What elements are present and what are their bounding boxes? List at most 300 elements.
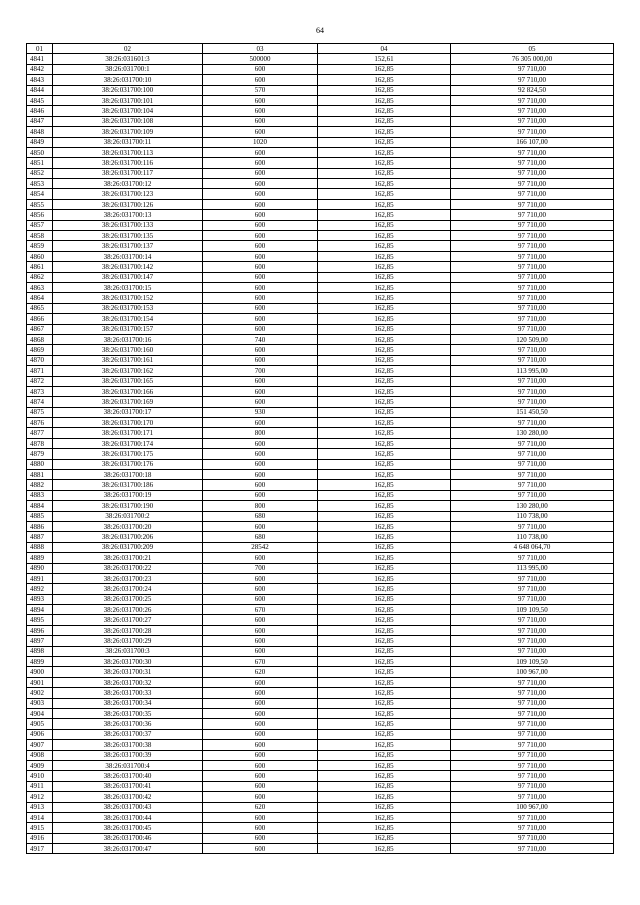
specific-value-cell: 162,85 (318, 667, 451, 677)
cadastral-value-cell: 97 710,00 (451, 262, 614, 272)
table-row (27, 199, 614, 209)
table-row (27, 386, 614, 396)
row-number-cell: 4853 (27, 179, 53, 189)
row-number-cell: 4850 (27, 147, 53, 157)
cadastral-value-cell: 97 710,00 (451, 397, 614, 407)
row-number-cell: 4878 (27, 438, 53, 448)
row-number-cell: 4888 (27, 542, 53, 552)
cadastral-value-cell: 97 710,00 (451, 677, 614, 687)
area-cell: 600 (203, 75, 318, 85)
specific-value-cell: 162,85 (318, 480, 451, 490)
specific-value-cell: 162,85 (318, 563, 451, 573)
specific-value-cell: 162,85 (318, 386, 451, 396)
specific-value-cell: 162,85 (318, 490, 451, 500)
specific-value-cell: 162,85 (318, 677, 451, 687)
cadastral-value-cell: 97 710,00 (451, 584, 614, 594)
cadastral-number-cell: 38:26:031700:45 (53, 823, 203, 833)
cadastral-value-cell: 97 710,00 (451, 293, 614, 303)
cadastral-value-cell: 151 450,50 (451, 407, 614, 417)
specific-value-cell: 162,85 (318, 376, 451, 386)
area-cell: 740 (203, 334, 318, 344)
specific-value-cell: 162,85 (318, 792, 451, 802)
table-row (27, 241, 614, 251)
column-header: 04 (318, 44, 451, 54)
row-number-cell: 4872 (27, 376, 53, 386)
table-row (27, 428, 614, 438)
row-number-cell: 4901 (27, 677, 53, 687)
cadastral-value-cell: 97 710,00 (451, 573, 614, 583)
area-cell: 28542 (203, 542, 318, 552)
table-row (27, 729, 614, 739)
row-number-cell: 4873 (27, 386, 53, 396)
table-row (27, 792, 614, 802)
area-cell: 600 (203, 615, 318, 625)
table-row (27, 781, 614, 791)
cadastral-value-cell: 97 710,00 (451, 771, 614, 781)
row-number-cell: 4852 (27, 168, 53, 178)
cadastral-value-cell: 97 710,00 (451, 231, 614, 241)
cadastral-value-cell: 120 509,00 (451, 334, 614, 344)
table-row (27, 179, 614, 189)
cadastral-value-cell: 97 710,00 (451, 179, 614, 189)
row-number-cell: 4844 (27, 85, 53, 95)
cadastral-number-cell: 38:26:031700:154 (53, 314, 203, 324)
area-cell: 600 (203, 376, 318, 386)
row-number-cell: 4889 (27, 553, 53, 563)
cadastral-number-cell: 38:26:031700:33 (53, 688, 203, 698)
area-cell: 600 (203, 833, 318, 843)
cadastral-value-cell: 97 710,00 (451, 646, 614, 656)
cadastral-number-cell: 38:26:031700:126 (53, 199, 203, 209)
cadastral-value-cell: 97 710,00 (451, 64, 614, 74)
column-header: 02 (53, 44, 203, 54)
cadastral-number-cell: 38:26:031700:39 (53, 750, 203, 760)
row-number-cell: 4845 (27, 95, 53, 105)
table-row (27, 220, 614, 230)
specific-value-cell: 162,85 (318, 438, 451, 448)
cadastral-number-cell: 38:26:031700:42 (53, 792, 203, 802)
row-number-cell: 4861 (27, 262, 53, 272)
area-cell: 600 (203, 740, 318, 750)
table-row (27, 490, 614, 500)
row-number-cell: 4883 (27, 490, 53, 500)
table-row (27, 272, 614, 282)
cadastral-number-cell: 38:26:031700:29 (53, 636, 203, 646)
area-cell: 600 (203, 625, 318, 635)
cadastral-number-cell: 38:26:031700:23 (53, 573, 203, 583)
cadastral-value-cell: 97 710,00 (451, 459, 614, 469)
area-cell: 600 (203, 116, 318, 126)
specific-value-cell: 162,85 (318, 594, 451, 604)
table-row (27, 366, 614, 376)
specific-value-cell: 162,85 (318, 719, 451, 729)
table-row (27, 698, 614, 708)
cadastral-number-cell: 38:26:031700:147 (53, 272, 203, 282)
cadastral-number-cell: 38:26:031700:30 (53, 657, 203, 667)
cadastral-number-cell: 38:26:031700:104 (53, 106, 203, 116)
cadastral-number-cell: 38:26:031700:16 (53, 334, 203, 344)
cadastral-number-cell: 38:26:031700:190 (53, 501, 203, 511)
table-row (27, 719, 614, 729)
table-row (27, 85, 614, 95)
cadastral-number-cell: 38:26:031700:117 (53, 168, 203, 178)
cadastral-value-cell: 97 710,00 (451, 199, 614, 209)
cadastral-value-cell: 97 710,00 (451, 553, 614, 563)
cadastral-number-cell: 38:26:031700:169 (53, 397, 203, 407)
cadastral-number-cell: 38:26:031700:46 (53, 833, 203, 843)
area-cell: 700 (203, 366, 318, 376)
row-number-cell: 4862 (27, 272, 53, 282)
cadastral-value-cell: 97 710,00 (451, 210, 614, 220)
row-number-cell: 4906 (27, 729, 53, 739)
table-row (27, 158, 614, 168)
area-cell: 600 (203, 729, 318, 739)
area-cell: 600 (203, 282, 318, 292)
specific-value-cell: 162,85 (318, 345, 451, 355)
cadastral-value-cell: 97 710,00 (451, 719, 614, 729)
cadastral-number-cell: 38:26:031700:31 (53, 667, 203, 677)
cadastral-number-cell: 38:26:031700:116 (53, 158, 203, 168)
specific-value-cell: 162,85 (318, 168, 451, 178)
table-row (27, 833, 614, 843)
row-number-cell: 4864 (27, 293, 53, 303)
cadastral-value-cell: 97 710,00 (451, 740, 614, 750)
area-cell: 600 (203, 241, 318, 251)
cadastral-value-cell: 97 710,00 (451, 241, 614, 251)
row-number-cell: 4910 (27, 771, 53, 781)
cadastral-value-cell: 113 995,00 (451, 563, 614, 573)
specific-value-cell: 162,85 (318, 542, 451, 552)
specific-value-cell: 152,61 (318, 54, 451, 64)
area-cell: 930 (203, 407, 318, 417)
specific-value-cell: 162,85 (318, 823, 451, 833)
area-cell: 620 (203, 667, 318, 677)
specific-value-cell: 162,85 (318, 605, 451, 615)
cadastral-value-cell: 97 710,00 (451, 272, 614, 282)
column-header: 05 (451, 44, 614, 54)
row-number-cell: 4897 (27, 636, 53, 646)
area-cell: 600 (203, 812, 318, 822)
specific-value-cell: 162,85 (318, 636, 451, 646)
specific-value-cell: 162,85 (318, 553, 451, 563)
table-row (27, 106, 614, 116)
cadastral-number-cell: 38:26:031700:2 (53, 511, 203, 521)
specific-value-cell: 162,85 (318, 688, 451, 698)
cadastral-number-cell: 38:26:031700:38 (53, 740, 203, 750)
cadastral-value-cell: 97 710,00 (451, 521, 614, 531)
specific-value-cell: 162,85 (318, 833, 451, 843)
area-cell: 600 (203, 584, 318, 594)
area-cell: 600 (203, 345, 318, 355)
specific-value-cell: 162,85 (318, 303, 451, 313)
row-number-cell: 4849 (27, 137, 53, 147)
area-cell: 600 (203, 251, 318, 261)
specific-value-cell: 162,85 (318, 418, 451, 428)
row-number-cell: 4871 (27, 366, 53, 376)
area-cell: 600 (203, 449, 318, 459)
table-row (27, 438, 614, 448)
cadastral-number-cell: 38:26:031700:162 (53, 366, 203, 376)
cadastral-value-cell: 97 710,00 (451, 760, 614, 770)
cadastral-value-cell: 97 710,00 (451, 470, 614, 480)
cadastral-number-cell: 38:26:031700:142 (53, 262, 203, 272)
table-row (27, 563, 614, 573)
cadastral-number-cell: 38:26:031700:1 (53, 64, 203, 74)
area-cell: 600 (203, 792, 318, 802)
table-row (27, 625, 614, 635)
cadastral-number-cell: 38:26:031700:3 (53, 646, 203, 656)
area-cell: 600 (203, 106, 318, 116)
cadastral-value-cell: 97 710,00 (451, 480, 614, 490)
cadastral-number-cell: 38:26:031700:22 (53, 563, 203, 573)
area-cell: 600 (203, 438, 318, 448)
area-cell: 680 (203, 532, 318, 542)
cadastral-value-cell: 97 710,00 (451, 729, 614, 739)
cadastral-number-cell: 38:26:031700:28 (53, 625, 203, 635)
cadastral-number-cell: 38:26:031700:18 (53, 470, 203, 480)
cadastral-value-cell: 110 738,00 (451, 532, 614, 542)
specific-value-cell: 162,85 (318, 355, 451, 365)
cadastral-number-cell: 38:26:031700:175 (53, 449, 203, 459)
cadastral-number-cell: 38:26:031700:21 (53, 553, 203, 563)
table-row (27, 542, 614, 552)
table-row (27, 844, 614, 854)
cadastral-number-cell: 38:26:031700:34 (53, 698, 203, 708)
cadastral-value-cell: 97 710,00 (451, 303, 614, 313)
row-number-cell: 4892 (27, 584, 53, 594)
cadastral-number-cell: 38:26:031700:24 (53, 584, 203, 594)
table-row (27, 293, 614, 303)
row-number-cell: 4912 (27, 792, 53, 802)
specific-value-cell: 162,85 (318, 802, 451, 812)
cadastral-number-cell: 38:26:031700:12 (53, 179, 203, 189)
specific-value-cell: 162,85 (318, 64, 451, 74)
cadastral-value-cell: 97 710,00 (451, 792, 614, 802)
row-number-cell: 4884 (27, 501, 53, 511)
cadastral-value-cell: 97 710,00 (451, 147, 614, 157)
row-number-cell: 4885 (27, 511, 53, 521)
table-row (27, 667, 614, 677)
row-number-cell: 4896 (27, 625, 53, 635)
cadastral-value-cell: 97 710,00 (451, 95, 614, 105)
area-cell: 680 (203, 511, 318, 521)
specific-value-cell: 162,85 (318, 334, 451, 344)
cadastral-number-cell: 38:26:031700:113 (53, 147, 203, 157)
row-number-cell: 4868 (27, 334, 53, 344)
row-number-cell: 4887 (27, 532, 53, 542)
cadastral-number-cell: 38:26:031700:32 (53, 677, 203, 687)
area-cell: 600 (203, 771, 318, 781)
area-cell: 600 (203, 189, 318, 199)
cadastral-value-cell: 97 710,00 (451, 106, 614, 116)
table-row (27, 303, 614, 313)
table-row (27, 615, 614, 625)
cadastral-value-cell: 97 710,00 (451, 418, 614, 428)
specific-value-cell: 162,85 (318, 428, 451, 438)
cadastral-number-cell: 38:26:031700:36 (53, 719, 203, 729)
table-row (27, 262, 614, 272)
specific-value-cell: 162,85 (318, 573, 451, 583)
table-row (27, 210, 614, 220)
cadastral-number-cell: 38:26:031700:11 (53, 137, 203, 147)
cadastral-number-cell: 38:26:031700:153 (53, 303, 203, 313)
table-row (27, 189, 614, 199)
table-row (27, 605, 614, 615)
specific-value-cell: 162,85 (318, 199, 451, 209)
column-header: 01 (27, 44, 53, 54)
specific-value-cell: 162,85 (318, 158, 451, 168)
cadastral-number-cell: 38:26:031700:157 (53, 324, 203, 334)
specific-value-cell: 162,85 (318, 740, 451, 750)
cadastral-value-cell: 97 710,00 (451, 490, 614, 500)
cadastral-number-cell: 38:26:031700:174 (53, 438, 203, 448)
table-row (27, 324, 614, 334)
cadastral-value-cell: 110 738,00 (451, 511, 614, 521)
cadastral-value-cell: 166 107,00 (451, 137, 614, 147)
cadastral-number-cell: 38:26:031700:47 (53, 844, 203, 854)
cadastral-value-cell: 97 710,00 (451, 709, 614, 719)
table-row (27, 511, 614, 521)
area-cell: 600 (203, 719, 318, 729)
cadastral-number-cell: 38:26:031700:4 (53, 760, 203, 770)
table-row (27, 677, 614, 687)
specific-value-cell: 162,85 (318, 511, 451, 521)
row-number-cell: 4876 (27, 418, 53, 428)
cadastral-value-cell: 109 109,50 (451, 657, 614, 667)
table-row (27, 584, 614, 594)
area-cell: 600 (203, 709, 318, 719)
cadastral-value-cell: 100 967,00 (451, 802, 614, 812)
area-cell: 600 (203, 95, 318, 105)
table-row (27, 470, 614, 480)
cadastral-number-cell: 38:26:031700:137 (53, 241, 203, 251)
specific-value-cell: 162,85 (318, 85, 451, 95)
table-row (27, 251, 614, 261)
cadastral-value-table (26, 43, 614, 854)
page-number: 64 (316, 26, 324, 35)
row-number-cell: 4905 (27, 719, 53, 729)
cadastral-number-cell: 38:26:031700:15 (53, 282, 203, 292)
row-number-cell: 4914 (27, 812, 53, 822)
specific-value-cell: 162,85 (318, 262, 451, 272)
cadastral-value-cell: 113 995,00 (451, 366, 614, 376)
row-number-cell: 4893 (27, 594, 53, 604)
table-row (27, 750, 614, 760)
area-cell: 600 (203, 262, 318, 272)
row-number-cell: 4890 (27, 563, 53, 573)
cadastral-number-cell: 38:26:031700:20 (53, 521, 203, 531)
row-number-cell: 4881 (27, 470, 53, 480)
cadastral-number-cell: 38:26:031700:171 (53, 428, 203, 438)
area-cell: 600 (203, 179, 318, 189)
cadastral-number-cell: 38:26:031700:206 (53, 532, 203, 542)
column-header: 03 (203, 44, 318, 54)
cadastral-value-cell: 97 710,00 (451, 324, 614, 334)
specific-value-cell: 162,85 (318, 532, 451, 542)
specific-value-cell: 162,85 (318, 698, 451, 708)
specific-value-cell: 162,85 (318, 750, 451, 760)
table-row (27, 282, 614, 292)
specific-value-cell: 162,85 (318, 179, 451, 189)
area-cell: 600 (203, 147, 318, 157)
area-cell: 600 (203, 480, 318, 490)
table-row (27, 521, 614, 531)
area-cell: 620 (203, 802, 318, 812)
specific-value-cell: 162,85 (318, 366, 451, 376)
table-row (27, 147, 614, 157)
area-cell: 1020 (203, 137, 318, 147)
area-cell: 600 (203, 127, 318, 137)
specific-value-cell: 162,85 (318, 844, 451, 854)
row-number-cell: 4874 (27, 397, 53, 407)
cadastral-value-cell: 97 710,00 (451, 449, 614, 459)
area-cell: 600 (203, 386, 318, 396)
area-cell: 600 (203, 220, 318, 230)
specific-value-cell: 162,85 (318, 646, 451, 656)
specific-value-cell: 162,85 (318, 95, 451, 105)
cadastral-number-cell: 38:26:031700:170 (53, 418, 203, 428)
area-cell: 600 (203, 594, 318, 604)
specific-value-cell: 162,85 (318, 760, 451, 770)
table-row (27, 54, 614, 64)
specific-value-cell: 162,85 (318, 501, 451, 511)
cadastral-value-cell: 97 710,00 (451, 251, 614, 261)
cadastral-value-cell: 97 710,00 (451, 594, 614, 604)
specific-value-cell: 162,85 (318, 137, 451, 147)
row-number-cell: 4908 (27, 750, 53, 760)
area-cell: 600 (203, 324, 318, 334)
area-cell: 600 (203, 418, 318, 428)
area-cell: 600 (203, 688, 318, 698)
cadastral-number-cell: 38:26:031700:186 (53, 480, 203, 490)
table-row (27, 75, 614, 85)
specific-value-cell: 162,85 (318, 584, 451, 594)
table-row (27, 823, 614, 833)
specific-value-cell: 162,85 (318, 657, 451, 667)
area-cell: 600 (203, 397, 318, 407)
cadastral-value-cell: 97 710,00 (451, 386, 614, 396)
table-row (27, 334, 614, 344)
row-number-cell: 4877 (27, 428, 53, 438)
cadastral-number-cell: 38:26:031700:135 (53, 231, 203, 241)
cadastral-number-cell: 38:26:031700:176 (53, 459, 203, 469)
area-cell: 800 (203, 428, 318, 438)
specific-value-cell: 162,85 (318, 210, 451, 220)
row-number-cell: 4913 (27, 802, 53, 812)
row-number-cell: 4886 (27, 521, 53, 531)
area-cell: 600 (203, 760, 318, 770)
row-number-cell: 4857 (27, 220, 53, 230)
cadastral-value-cell: 97 710,00 (451, 127, 614, 137)
specific-value-cell: 162,85 (318, 231, 451, 241)
area-cell: 600 (203, 293, 318, 303)
row-number-cell: 4903 (27, 698, 53, 708)
specific-value-cell: 162,85 (318, 449, 451, 459)
cadastral-value-cell: 97 710,00 (451, 116, 614, 126)
row-number-cell: 4895 (27, 615, 53, 625)
cadastral-value-cell: 97 710,00 (451, 636, 614, 646)
area-cell: 600 (203, 272, 318, 282)
area-cell: 600 (203, 158, 318, 168)
table-row (27, 802, 614, 812)
table-row (27, 95, 614, 105)
cadastral-value-cell: 97 710,00 (451, 376, 614, 386)
table-row (27, 418, 614, 428)
cadastral-number-cell: 38:26:031700:133 (53, 220, 203, 230)
table-row (27, 168, 614, 178)
cadastral-number-cell: 38:26:031700:35 (53, 709, 203, 719)
specific-value-cell: 162,85 (318, 251, 451, 261)
